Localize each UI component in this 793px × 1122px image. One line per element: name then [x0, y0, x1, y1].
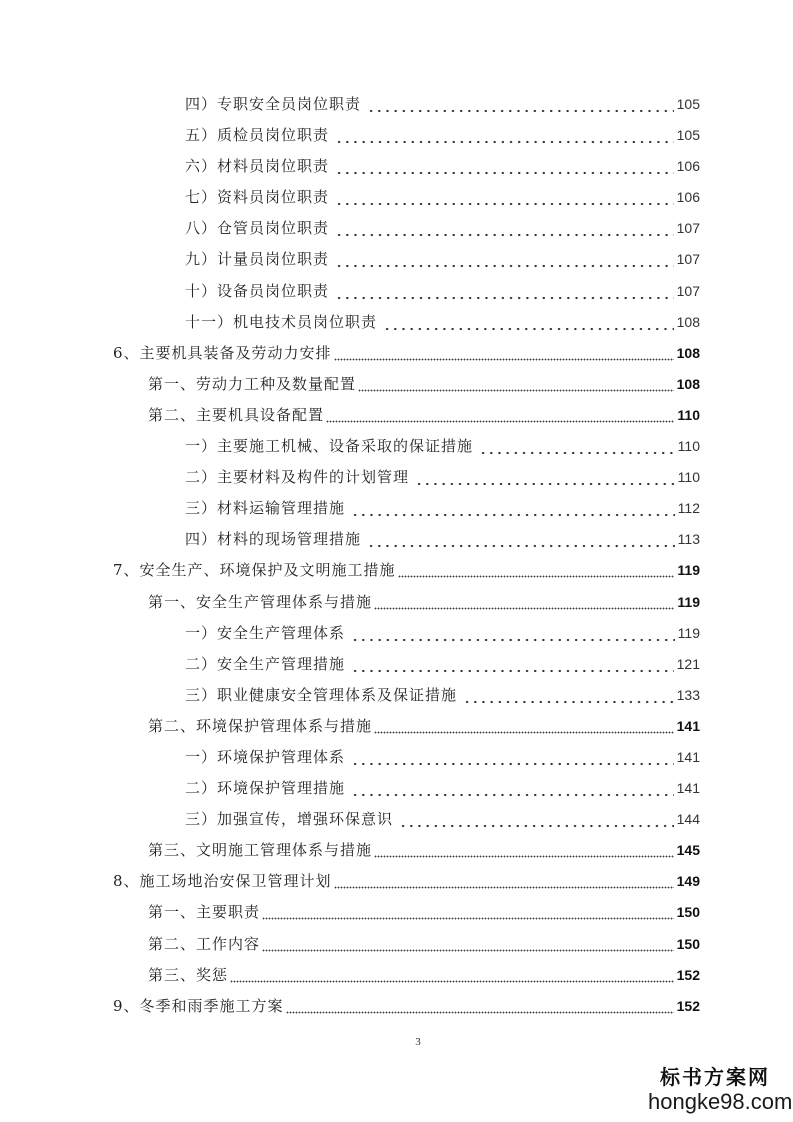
dot-leader	[358, 369, 674, 400]
toc-entry	[113, 649, 700, 680]
dot-leader	[335, 213, 674, 244]
toc-entry-page: 141	[676, 748, 700, 765]
toc-entry-page: 107	[676, 251, 700, 268]
toc-entry-title: 十一）机电技术员岗位职责	[185, 312, 378, 331]
toc-section	[113, 338, 700, 369]
toc-entry-page: 121	[676, 655, 700, 672]
toc-subsection	[113, 587, 700, 618]
toc-entry-page: 106	[676, 158, 700, 175]
toc-entry-title: 二）主要材料及构件的计划管理	[185, 468, 410, 487]
toc-entry	[113, 120, 700, 151]
toc-subsection	[113, 711, 700, 742]
toc-entry-title: 四）专职安全员岗位职责	[185, 95, 362, 113]
toc-entry-title: 九）计量员岗位职责	[185, 250, 330, 269]
toc-entry	[113, 182, 700, 213]
toc-entry-title: 一）安全生产管理体系	[185, 623, 346, 642]
toc-entry-page: 113	[677, 531, 700, 548]
toc-entry	[113, 618, 700, 649]
toc-entry-page: 107	[676, 282, 700, 299]
dot-leader	[351, 618, 675, 649]
dot-leader	[230, 960, 674, 991]
dot-leader	[335, 120, 674, 151]
toc-entry-title: 一）环境保护管理体系	[185, 747, 346, 766]
toc-section-page: 108	[676, 344, 700, 361]
toc-section-page: 119	[677, 562, 700, 579]
dot-leader	[351, 773, 674, 804]
toc-entry-page: 108	[676, 313, 700, 330]
toc-subsection-title: 第三、文明施工管理体系与措施	[148, 841, 373, 860]
toc-entry	[113, 742, 700, 773]
toc-entry-title: 五）质检员岗位职责	[185, 126, 330, 145]
toc-entry	[113, 244, 700, 275]
toc-subsection-title: 第二、工作内容	[148, 934, 261, 953]
toc-subsection	[113, 929, 700, 960]
dot-leader	[351, 493, 675, 524]
toc-entry	[113, 804, 700, 835]
dot-leader	[367, 89, 674, 120]
toc-entry-page: 144	[676, 811, 700, 828]
toc-entry-page: 119	[677, 624, 700, 641]
dot-leader	[334, 866, 674, 897]
toc-entry	[113, 89, 700, 120]
toc-entry-page: 110	[677, 469, 700, 486]
dot-leader	[367, 524, 675, 555]
dot-leader	[399, 804, 674, 835]
dot-leader	[335, 276, 674, 307]
toc-entry-title: 一）主要施工机械、设备采取的保证措施	[185, 437, 474, 456]
toc-entry-title: 七）资料员岗位职责	[185, 188, 330, 207]
toc-section	[113, 991, 700, 1022]
toc-subsection-title: 第一、主要职责	[148, 903, 261, 922]
toc-entry-title: 十）设备员岗位职责	[185, 281, 330, 300]
toc-entry-title: 八）仓管员岗位职责	[185, 219, 330, 238]
dot-leader	[326, 400, 674, 431]
toc-section-page: 149	[676, 873, 700, 890]
dot-leader	[334, 338, 674, 369]
toc-entry-title: 三）材料运输管理措施	[185, 499, 346, 518]
toc-entry-title: 二）安全生产管理措施	[185, 654, 346, 673]
toc-subsection-page: 119	[677, 593, 700, 610]
toc-subsection	[113, 369, 700, 400]
page-number: 3	[415, 1036, 421, 1048]
toc-entry	[113, 773, 700, 804]
toc-section-title: 6、主要机具装备及劳动力安排	[113, 343, 332, 362]
toc-subsection-page: 110	[677, 406, 700, 423]
dot-leader	[374, 711, 674, 742]
toc-entry	[113, 307, 700, 338]
dot-leader	[374, 587, 674, 618]
toc-section-title: 9、冬季和雨季施工方案	[113, 996, 284, 1015]
dot-leader	[262, 897, 674, 928]
dot-leader	[335, 151, 674, 182]
toc-subsection-title: 第二、主要机具设备配置	[148, 405, 325, 424]
dot-leader	[262, 929, 674, 960]
toc-entry-page: 106	[676, 189, 700, 206]
toc-subsection-title: 第三、奖惩	[148, 965, 229, 984]
toc-subsection-page: 141	[676, 717, 700, 734]
toc-entry	[113, 493, 700, 524]
toc-entry	[113, 524, 700, 555]
dot-leader	[286, 991, 674, 1022]
toc-entry	[113, 431, 700, 462]
dot-leader	[335, 182, 674, 213]
toc-subsection-title: 第二、环境保护管理体系与措施	[148, 716, 373, 735]
toc-entry-page: 105	[676, 96, 700, 112]
dot-leader	[351, 742, 674, 773]
table-of-contents	[113, 89, 700, 1022]
toc-entry-title: 六）材料员岗位职责	[185, 157, 330, 176]
dot-leader	[374, 835, 674, 866]
toc-section-page: 152	[676, 997, 700, 1014]
toc-subsection-title: 第一、劳动力工种及数量配置	[148, 374, 357, 393]
watermark-site-url: hongke98.com	[648, 1089, 793, 1114]
toc-entry-page: 107	[676, 220, 700, 237]
toc-subsection-page: 145	[676, 842, 700, 859]
toc-entry-title: 四）材料的现场管理措施	[185, 530, 362, 549]
toc-entry-page: 112	[677, 500, 700, 517]
dot-leader	[479, 431, 675, 462]
toc-section-title: 7、安全生产、环境保护及文明施工措施	[113, 561, 396, 580]
toc-entry	[113, 151, 700, 182]
toc-subsection-page: 108	[676, 375, 700, 392]
toc-subsection	[113, 897, 700, 928]
toc-subsection-title: 第一、安全生产管理体系与措施	[148, 592, 373, 611]
toc-entry	[113, 276, 700, 307]
toc-entry-page: 105	[676, 127, 700, 144]
toc-subsection-page: 150	[676, 935, 700, 952]
toc-subsection	[113, 960, 700, 991]
toc-entry-title: 二）环境保护管理措施	[185, 779, 346, 798]
toc-subsection-page: 150	[676, 904, 700, 921]
toc-subsection	[113, 400, 700, 431]
toc-entry-page: 110	[677, 438, 700, 455]
dot-leader	[351, 649, 674, 680]
watermark-site-name: 标书方案网	[660, 1065, 770, 1089]
toc-subsection-page: 152	[676, 966, 700, 983]
dot-leader	[463, 680, 674, 711]
dot-leader	[383, 307, 674, 338]
toc-entry-title: 三）职业健康安全管理体系及保证措施	[185, 685, 458, 704]
toc-entry-title: 三）加强宣传，增强环保意识	[185, 810, 394, 829]
toc-entry	[113, 462, 700, 493]
toc-section	[113, 555, 700, 586]
dot-leader	[335, 244, 674, 275]
toc-entry-page: 133	[676, 686, 700, 703]
toc-entry	[113, 213, 700, 244]
toc-section-title: 8、施工场地治安保卫管理计划	[113, 872, 332, 891]
toc-subsection	[113, 835, 700, 866]
toc-section	[113, 866, 700, 897]
dot-leader	[398, 555, 675, 586]
toc-entry-page: 141	[676, 780, 700, 797]
toc-entry	[113, 680, 700, 711]
dot-leader	[415, 462, 675, 493]
